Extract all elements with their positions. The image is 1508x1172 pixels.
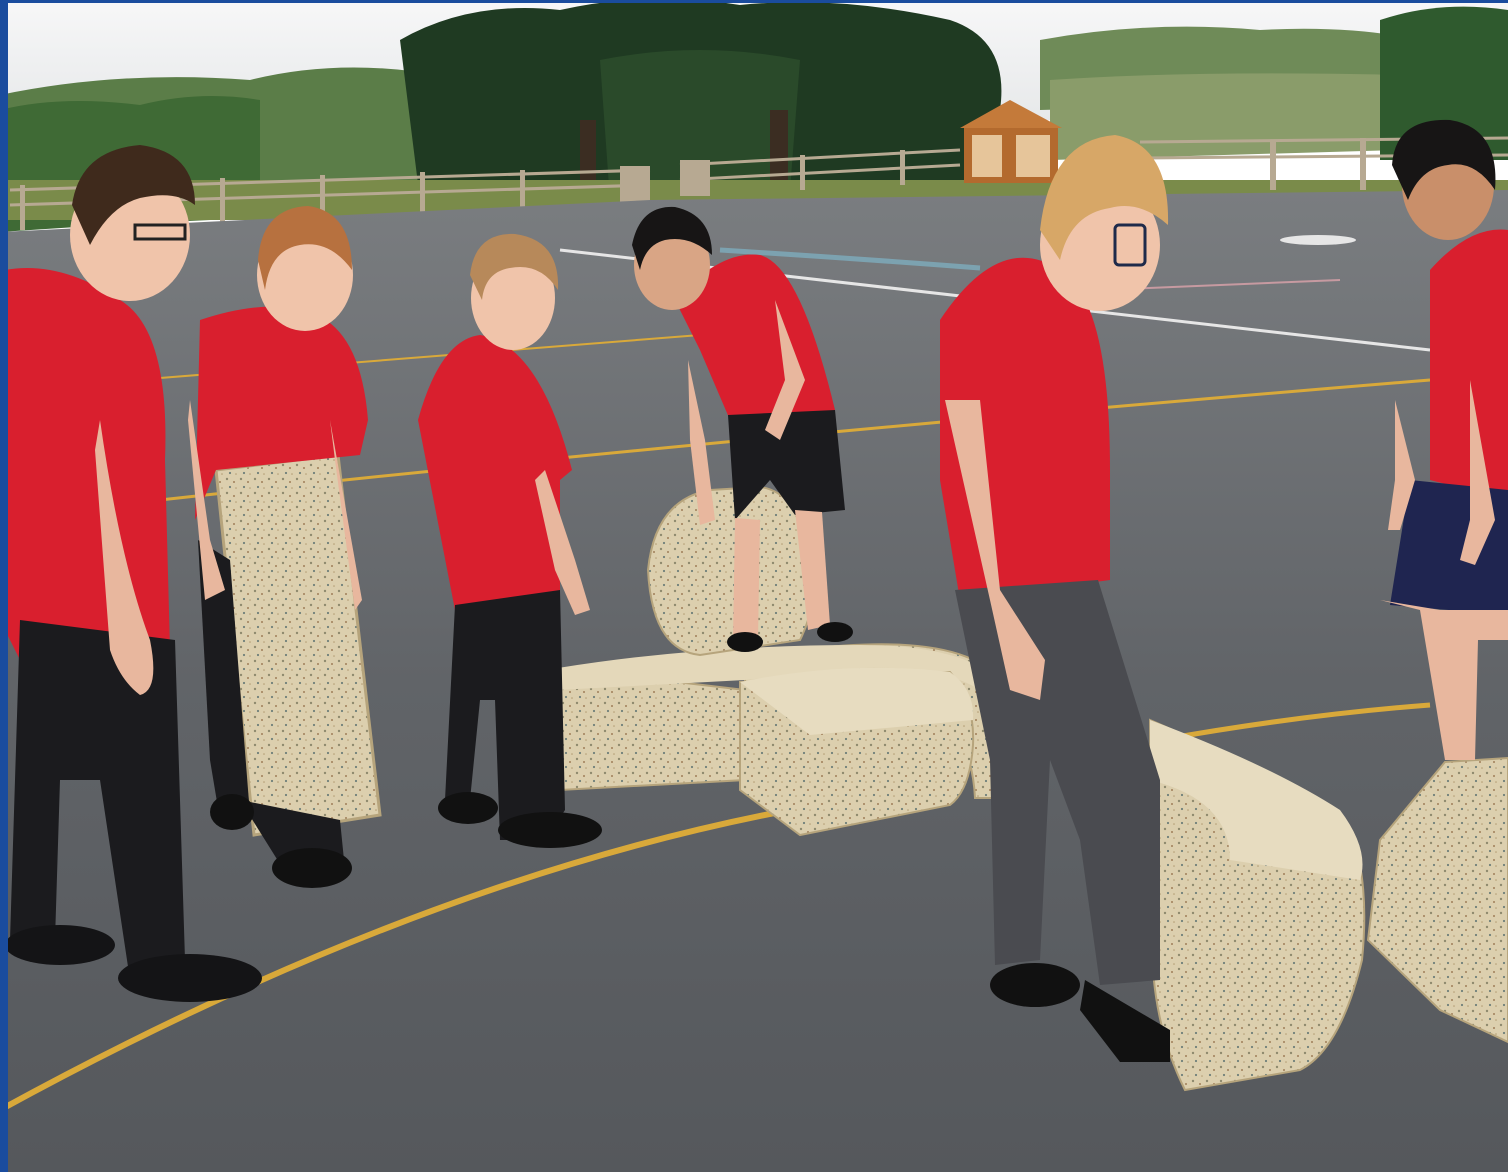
frame-top-edge	[0, 0, 1508, 3]
frame-left-edge	[0, 0, 8, 1172]
